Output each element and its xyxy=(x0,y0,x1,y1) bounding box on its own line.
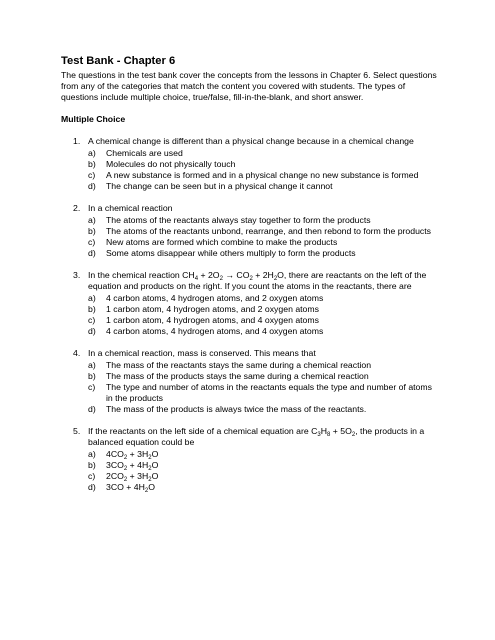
choice-letter: b) xyxy=(88,226,96,236)
section-heading: Multiple Choice xyxy=(61,114,126,124)
answer-choice xyxy=(88,449,439,460)
choice-letter: c) xyxy=(88,471,96,481)
answer-choice xyxy=(88,248,439,259)
question-body xyxy=(88,426,439,493)
answer-choice xyxy=(88,304,439,315)
choice-text: The type and number of atoms in the reactants equals the type and number of atoms in the products xyxy=(106,382,432,403)
answer-choice xyxy=(88,159,439,170)
answer-choice xyxy=(88,148,439,159)
answer-choice xyxy=(88,471,439,482)
choice-text: 4 carbon atoms, 4 hydrogen atoms, and 2 oxygen atoms xyxy=(106,293,324,303)
question-body xyxy=(88,136,439,192)
question-body xyxy=(88,270,439,337)
answer-choice xyxy=(88,226,439,237)
choice-text: 4 carbon atoms, 4 hydrogen atoms, and 4 oxygen atoms xyxy=(106,326,324,336)
answer-choice xyxy=(88,371,439,382)
choice-letter: a) xyxy=(88,360,96,370)
choice-text: 1 carbon atom, 4 hydrogen atoms, and 4 oxygen atoms xyxy=(106,315,319,325)
question-body xyxy=(88,348,439,415)
choice-letter: b) xyxy=(88,371,96,381)
question-text: A chemical change is different than a physical change because in a chemical change xyxy=(88,136,414,146)
answer-choice xyxy=(88,315,439,326)
choice-letter: d) xyxy=(88,248,96,258)
choice-text: $4CO_2 + 3H_2O$ xyxy=(106,449,159,461)
choice-letter: b) xyxy=(88,304,96,314)
choice-letter: a) xyxy=(88,293,96,303)
choice-letter: d) xyxy=(88,181,96,191)
choice-text: The atoms of the reactants unbond, rearrange, and then rebond to form the products xyxy=(106,226,432,236)
answer-choice xyxy=(88,382,439,404)
choice-letter: c) xyxy=(88,170,96,180)
question-text: In a chemical reaction, mass is conserved. This means that xyxy=(88,348,316,358)
choice-text: New atoms are formed which combine to make the products xyxy=(106,237,338,247)
question-body xyxy=(88,203,439,259)
choice-letter: b) xyxy=(88,159,96,169)
choice-text: Molecules do not physically touch xyxy=(106,159,236,169)
question-number: 4. xyxy=(73,348,81,358)
choice-letter: d) xyxy=(88,482,96,492)
question-list xyxy=(61,136,439,493)
answer-choice xyxy=(88,293,439,304)
choice-text: $3CO + 4H_2O$ xyxy=(106,482,155,494)
choice-letter: a) xyxy=(88,215,96,225)
answer-choice xyxy=(88,482,439,493)
choice-letter: c) xyxy=(88,237,96,247)
choice-text: $3CO_2 + 4H_2O$ xyxy=(106,460,159,472)
choice-letter: d) xyxy=(88,326,96,336)
answer-choice xyxy=(88,237,439,248)
choice-letter: a) xyxy=(88,449,96,459)
question-number: 2. xyxy=(73,203,81,213)
question-item xyxy=(61,348,439,415)
choice-text: Some atoms disappear while others multiply to form the products xyxy=(106,248,356,258)
question-text: In a chemical reaction xyxy=(88,203,173,213)
question-item xyxy=(61,203,439,259)
choice-text: The mass of the reactants stays the same during a chemical reaction xyxy=(106,360,372,370)
choice-text: The mass of the products stays the same during a chemical reaction xyxy=(106,371,369,381)
answer-choice xyxy=(88,215,439,226)
question-number: 5. xyxy=(73,426,81,436)
choice-text: The mass of the products is always twice the mass of the reactants. xyxy=(106,404,367,414)
intro-paragraph: The questions in the test bank cover the concepts from the lessons in Chapter 6. Select questions from any of the categories that match the content you covered with students. The types of questions include multiple choice, true/false, fill-in-the-blank, and short answer. xyxy=(61,70,437,102)
page-title: Test Bank - Chapter 6 xyxy=(61,55,176,67)
answer-choice xyxy=(88,170,439,181)
choice-text: The atoms of the reactants always stay together to form the products xyxy=(106,215,371,225)
choice-text: $2CO_2 + 3H_2O$ xyxy=(106,471,159,483)
choice-text: 1 carbon atom, 4 hydrogen atoms, and 2 oxygen atoms xyxy=(106,304,319,314)
question-number: 1. xyxy=(73,136,81,146)
answer-choice xyxy=(88,460,439,471)
choice-letter: d) xyxy=(88,404,96,414)
choice-letter: c) xyxy=(88,315,96,325)
choice-text: A new substance is formed and in a physical change no new substance is formed xyxy=(106,170,419,180)
question-item xyxy=(61,270,439,337)
question-number: 3. xyxy=(73,270,81,280)
answer-choice xyxy=(88,360,439,371)
question-item xyxy=(61,426,439,493)
document-page xyxy=(61,54,439,504)
question-item xyxy=(61,136,439,192)
choice-letter: a) xyxy=(88,148,96,158)
answer-choice xyxy=(88,326,439,337)
choice-text: Chemicals are used xyxy=(106,148,183,158)
question-text: In the chemical reaction $CH_4 + 2O_2 \to CO_2 + 2H_2O$, there are reactants on the left of the equation and products on the right. If you count the atoms in the reactants, there are xyxy=(88,270,427,291)
choice-letter: c) xyxy=(88,382,96,392)
answer-choice xyxy=(88,181,439,192)
answer-choice xyxy=(88,404,439,415)
choice-letter: b) xyxy=(88,460,96,470)
question-text: If the reactants on the left side of a chemical equation are $C_3H_8 + 5O_2$, the products in a balanced equation could be xyxy=(88,426,425,447)
choice-text: The change can be seen but in a physical change it cannot xyxy=(106,181,333,191)
